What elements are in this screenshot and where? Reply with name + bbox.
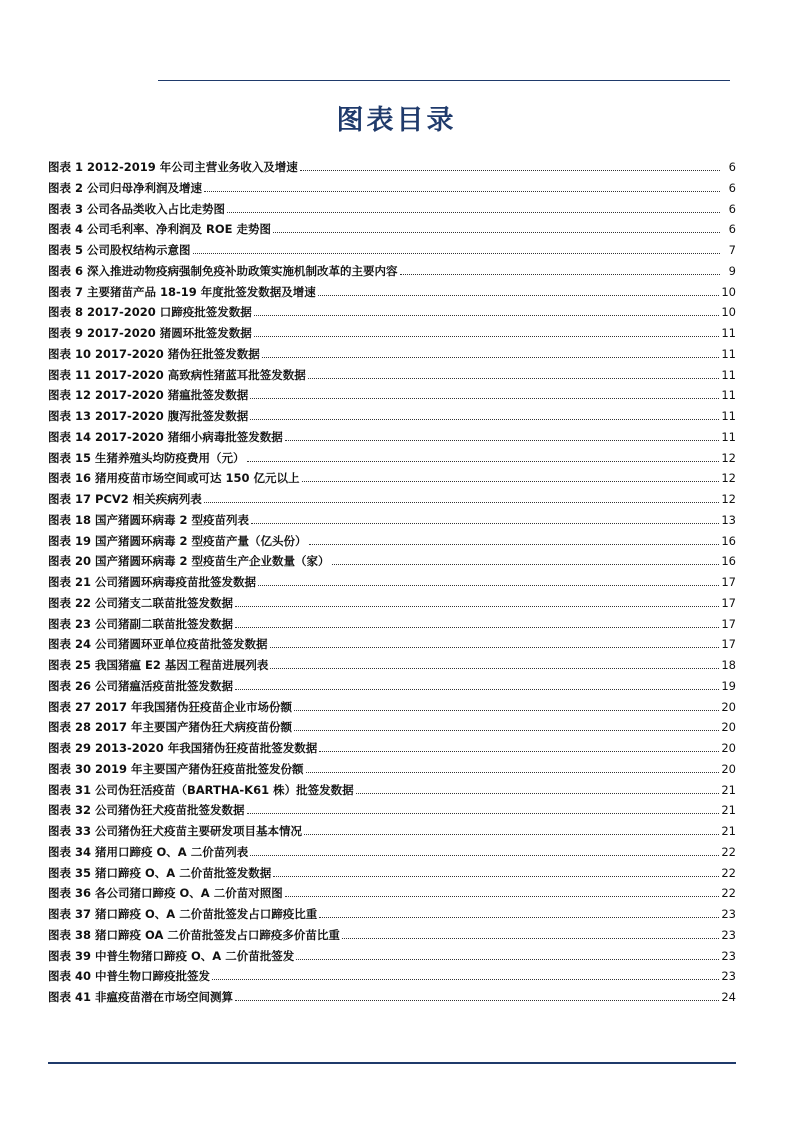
toc-entry[interactable] [48,657,736,678]
toc-entry-label: 图表 25 我国猪瘟 E2 基因工程苗进展列表 [48,658,269,672]
toc-dot-leader [308,378,720,379]
toc-entry-label: 图表 27 2017 年我国猪伪狂疫苗企业市场份额 [48,699,293,714]
toc-entry-page-number: 13 [721,512,736,527]
toc-entry[interactable] [48,761,736,782]
toc-dot-leader [227,212,720,213]
toc-dot-leader [270,647,720,648]
toc-entry[interactable] [48,429,736,450]
table-of-figures [48,159,736,1010]
toc-entry[interactable] [48,450,736,471]
toc-entry-page-number: 22 [721,886,736,901]
toc-dot-leader [193,253,720,254]
toc-dot-leader [254,315,720,316]
toc-entry[interactable] [48,242,736,263]
toc-dot-leader [294,730,719,731]
toc-entry-label: 图表 36 各公司猪口蹄疫 O、A 二价苗对照图 [48,886,283,901]
toc-entry[interactable] [48,533,736,554]
toc-dot-leader [356,793,720,794]
toc-entry-page-number: 7 [728,243,736,257]
toc-entry[interactable] [48,595,736,616]
toc-entry[interactable] [48,885,736,906]
toc-entry-page-number: 20 [721,761,736,776]
toc-dot-leader [285,440,720,441]
toc-entry[interactable] [48,616,736,637]
toc-entry-label: 图表 21 公司猪圆环病毒疫苗批签发数据 [48,575,257,589]
toc-entry-page-number: 17 [721,637,736,652]
toc-entry-page-number: 22 [721,865,736,880]
toc-entry-label: 图表 18 国产猪圆环病毒 2 型疫苗列表 [48,512,250,527]
toc-dot-leader [258,585,719,586]
toc-entry-page-number: 21 [721,782,736,797]
toc-dot-leader [296,959,719,960]
toc-entry-label: 图表 33 公司猪伪狂犬疫苗主要研发项目基本情况 [48,824,303,838]
toc-entry[interactable] [48,346,736,367]
toc-dot-leader [254,336,720,337]
toc-entry-label: 图表 38 猪口蹄疫 OA 二价苗批签发占口蹄疫多价苗比重 [48,927,340,942]
toc-entry-page-number: 23 [721,969,736,984]
header-rule [158,80,730,81]
toc-entry-page-number: 23 [721,948,736,963]
toc-entry[interactable] [48,491,736,512]
toc-entry[interactable] [48,159,736,180]
toc-entry-page-number: 11 [721,346,736,361]
toc-entry-label: 图表 28 2017 年主要国产猪伪狂犬病疫苗份额 [48,720,293,735]
toc-entry-page-number: 10 [721,284,736,299]
toc-dot-leader [294,710,719,711]
toc-dot-leader [247,461,720,462]
toc-entry-page-number: 16 [721,533,736,548]
toc-entry[interactable] [48,989,736,1010]
toc-dot-leader [250,855,719,856]
toc-entry[interactable] [48,180,736,201]
toc-entry[interactable] [48,553,736,574]
toc-entry[interactable] [48,574,736,595]
toc-entry-page-number: 21 [721,824,736,838]
toc-dot-leader [306,772,720,773]
toc-entry-label: 图表 11 2017-2020 高致病性猪蓝耳批签发数据 [48,367,306,382]
toc-entry-label: 图表 3 公司各品类收入占比走势图 [48,201,226,216]
toc-entry-page-number: 23 [721,927,736,942]
toc-entry-page-number: 11 [721,388,736,403]
toc-entry-page-number: 11 [721,429,736,444]
toc-dot-leader [250,398,719,399]
toc-entry-label: 图表 17 PCV2 相关疾病列表 [48,492,202,506]
toc-dot-leader [247,813,720,814]
toc-dot-leader [300,170,720,171]
toc-entry-page-number: 22 [721,844,736,859]
toc-entry-page-number: 20 [721,720,736,735]
toc-entry[interactable] [48,367,736,388]
toc-entry-page-number: 16 [721,554,736,569]
toc-entry-page-number: 24 [721,990,736,1004]
toc-entry[interactable] [48,678,736,699]
toc-entry-label: 图表 30 2019 年主要国产猪伪狂疫苗批签发份额 [48,761,304,776]
toc-dot-leader [400,274,720,275]
toc-entry[interactable] [48,802,736,823]
toc-entry-page-number: 6 [728,180,736,195]
toc-dot-leader [262,357,720,358]
toc-entry-label: 图表 37 猪口蹄疫 O、A 二价苗批签发占口蹄疫比重 [48,907,318,921]
toc-entry-label: 图表 32 公司猪伪狂犬疫苗批签发数据 [48,803,245,818]
toc-entry-label: 图表 20 国产猪圆环病毒 2 型疫苗生产企业数量（家） [48,554,330,569]
toc-dot-leader [251,523,719,524]
toc-entry-label: 图表 5 公司股权结构示意图 [48,243,191,257]
toc-dot-leader [302,481,720,482]
toc-entry-label: 图表 13 2017-2020 腹泻批签发数据 [48,409,249,423]
toc-entry-page-number: 12 [721,471,736,486]
toc-entry-page-number: 20 [721,699,736,714]
toc-dot-leader [332,564,720,565]
toc-entry[interactable] [48,304,736,325]
toc-entry-label: 图表 35 猪口蹄疫 O、A 二价苗批签发数据 [48,865,272,880]
toc-entry-page-number: 11 [721,367,736,382]
toc-entry[interactable] [48,865,736,886]
toc-entry[interactable] [48,927,736,948]
toc-entry[interactable] [48,201,736,222]
toc-entry-label: 图表 14 2017-2020 猪细小病毒批签发数据 [48,429,283,444]
toc-dot-leader [235,627,719,628]
toc-dot-leader [319,917,719,918]
toc-entry[interactable] [48,719,736,740]
toc-entry-page-number: 6 [728,222,736,237]
toc-entry-page-number: 11 [721,326,736,340]
toc-entry-label: 图表 8 2017-2020 口蹄疫批签发数据 [48,305,252,320]
toc-entry-label: 图表 6 深入推进动物疫病强制免疫补助政策实施机制改革的主要内容 [48,263,398,278]
toc-entry[interactable] [48,263,736,284]
toc-entry-page-number: 12 [721,450,736,465]
footer-rule [48,1062,736,1064]
toc-entry-label: 图表 23 公司猪副二联苗批签发数据 [48,616,234,631]
toc-entry-label: 图表 31 公司伪狂活疫苗（BARTHA-K61 株）批签发数据 [48,782,354,797]
toc-entry[interactable] [48,512,736,533]
toc-entry-label: 图表 10 2017-2020 猪伪狂批签发数据 [48,346,260,361]
toc-entry-page-number: 18 [721,658,736,672]
toc-entry-page-number: 17 [721,595,736,610]
toc-entry-page-number: 6 [728,160,736,174]
toc-dot-leader [235,606,719,607]
toc-dot-leader [204,502,720,503]
toc-entry-page-number: 20 [721,741,736,755]
toc-entry-page-number: 17 [721,616,736,631]
toc-dot-leader [235,1000,719,1001]
toc-entry[interactable] [48,699,736,720]
toc-dot-leader [273,876,719,877]
toc-entry-page-number: 9 [728,263,736,278]
toc-dot-leader [273,232,720,233]
toc-entry-page-number: 17 [721,575,736,589]
toc-entry-label: 图表 29 2013-2020 年我国猪伪狂疫苗批签发数据 [48,741,318,755]
toc-entry-page-number: 10 [721,305,736,320]
toc-entry-page-number: 23 [721,907,736,921]
toc-entry-label: 图表 4 公司毛利率、净利润及 ROE 走势图 [48,222,272,237]
toc-dot-leader [212,979,719,980]
toc-dot-leader [204,191,720,192]
toc-entry[interactable] [48,823,736,844]
toc-entry-label: 图表 15 生猪养殖头均防疫费用（元） [48,450,245,465]
toc-dot-leader [304,834,719,835]
toc-dot-leader [270,668,719,669]
toc-entry-label: 图表 7 主要猪苗产品 18-19 年度批签发数据及增速 [48,284,316,299]
toc-dot-leader [250,419,719,420]
toc-entry-page-number: 6 [728,201,736,216]
toc-dot-leader [285,896,720,897]
toc-dot-leader [319,751,719,752]
toc-entry-page-number: 21 [721,803,736,818]
toc-entry-page-number: 11 [721,409,736,423]
toc-entry-label: 图表 39 中普生物猪口蹄疫 O、A 二价苗批签发 [48,948,295,963]
toc-entry[interactable] [48,408,736,429]
toc-entry-label: 图表 19 国产猪圆环病毒 2 型疫苗产量（亿头份） [48,533,307,548]
toc-entry-label: 图表 12 2017-2020 猪瘟批签发数据 [48,388,249,403]
toc-entry[interactable] [48,906,736,927]
toc-entry-page-number: 12 [721,492,736,506]
toc-entry[interactable] [48,844,736,865]
toc-dot-leader [235,689,719,690]
toc-entry-label: 图表 40 中普生物口蹄疫批签发 [48,969,211,984]
toc-entry[interactable] [48,470,736,491]
page-title: 图表目录 [336,105,457,136]
toc-entry-label: 图表 34 猪用口蹄疫 O、A 二价苗列表 [48,844,249,859]
toc-entry[interactable] [48,221,736,242]
toc-entry[interactable] [48,740,736,761]
toc-entry-label: 图表 1 2012-2019 年公司主营业务收入及增速 [48,160,298,174]
toc-dot-leader [309,544,720,545]
toc-dot-leader [342,938,719,939]
toc-entry[interactable] [48,636,736,657]
toc-entry[interactable] [48,782,736,803]
toc-entry[interactable] [48,968,736,989]
toc-entry-page-number: 19 [721,678,736,693]
toc-entry-label: 图表 9 2017-2020 猪圆环批签发数据 [48,326,252,340]
toc-entry[interactable] [48,284,736,305]
toc-entry-label: 图表 26 公司猪瘟活疫苗批签发数据 [48,678,234,693]
toc-entry[interactable] [48,948,736,969]
toc-entry-label: 图表 16 猪用疫苗市场空间或可达 150 亿元以上 [48,471,300,486]
toc-entry-label: 图表 2 公司归母净利润及增速 [48,180,203,195]
toc-entry-label: 图表 24 公司猪圆环亚单位疫苗批签发数据 [48,637,268,652]
toc-entry[interactable] [48,325,736,346]
toc-entry-label: 图表 41 非瘟疫苗潜在市场空间测算 [48,990,234,1004]
toc-entry[interactable] [48,387,736,408]
toc-entry-label: 图表 22 公司猪支二联苗批签发数据 [48,595,234,610]
toc-dot-leader [318,295,720,296]
